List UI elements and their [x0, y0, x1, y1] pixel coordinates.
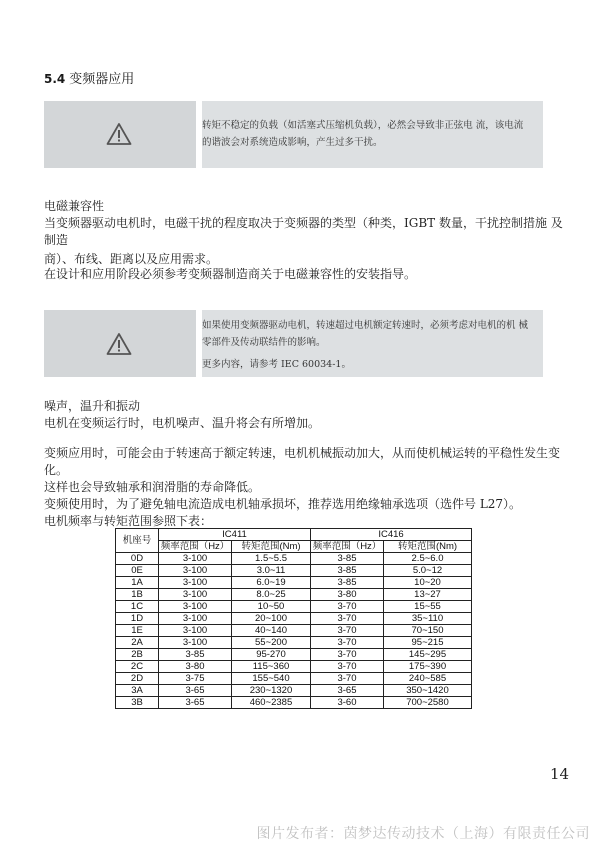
table-row: [116, 577, 472, 589]
ic416-torque-cell: 10~20: [384, 577, 472, 589]
notice-text: [202, 117, 533, 151]
ic416-torque-cell: 700~2580: [384, 697, 472, 709]
table-row: [116, 685, 472, 697]
model-cell: 1B: [116, 589, 159, 601]
emc-paragraph: [44, 215, 564, 268]
section-title: [44, 68, 134, 87]
ic416-torque-cell: 240~585: [384, 673, 472, 685]
ic416-frequency-cell: 3-85: [311, 565, 384, 577]
noise-heading: 噪声，温升和振动: [44, 399, 141, 413]
ic411-torque-cell: 3.0~11: [232, 565, 311, 577]
ic411-torque-cell: 230~1320: [232, 685, 311, 697]
publisher-watermark: 图片发布者：茵梦达传动技术（上海）有限责任公司: [256, 826, 590, 842]
ic416-frequency-cell: 3-60: [311, 697, 384, 709]
ic416-frequency-cell: 3-70: [311, 637, 384, 649]
paragraph-line: 这样也会导致轴承和润滑脂的寿命降低。: [44, 480, 261, 494]
notice-line: 的谐波会对系统造成影响，产生过多干扰。: [202, 137, 383, 148]
ic416-torque-cell: 350~1420: [384, 685, 472, 697]
ic416-frequency-cell: 3-85: [311, 553, 384, 565]
frequency-torque-table: [115, 528, 472, 709]
ic416-torque-cell: 95~215: [384, 637, 472, 649]
model-cell: 0E: [116, 565, 159, 577]
ic411-frequency-cell: 3-100: [159, 637, 232, 649]
ic411-frequency-cell: 3-65: [159, 685, 232, 697]
paragraph-line: 电机频率与转矩范围参照下表：: [44, 514, 213, 528]
ic416-torque-cell: 2.5~6.0: [384, 553, 472, 565]
ic411-torque-cell: 1.5~5.5: [232, 553, 311, 565]
model-cell: 2D: [116, 673, 159, 685]
table-subheader-torque: 转矩范围(Nm): [384, 541, 472, 553]
ic411-torque-cell: 55~200: [232, 637, 311, 649]
model-cell: 1C: [116, 601, 159, 613]
ic416-torque-cell: 70~150: [384, 625, 472, 637]
ic411-torque-cell: 8.0~25: [232, 589, 311, 601]
table-row: [116, 649, 472, 661]
ic416-frequency-cell: 3-70: [311, 601, 384, 613]
model-cell: 2A: [116, 637, 159, 649]
paragraph-line: 变频使用时，为了避免轴电流造成电机轴承损坏，推荐选用绝缘轴承选项（选件号 L27）。: [44, 497, 522, 511]
ic416-torque-cell: 5.0~12: [384, 565, 472, 577]
table-row: [116, 613, 472, 625]
table-row: [116, 589, 472, 601]
table-row: [116, 553, 472, 565]
ic411-torque-cell: 115~360: [232, 661, 311, 673]
ic416-frequency-cell: 3-70: [311, 613, 384, 625]
ic411-frequency-cell: 3-80: [159, 661, 232, 673]
ic411-frequency-cell: 3-75: [159, 673, 232, 685]
page-number: 14: [550, 765, 570, 783]
ic411-torque-cell: 10~50: [232, 601, 311, 613]
ic416-torque-cell: 15~55: [384, 601, 472, 613]
model-cell: 2C: [116, 661, 159, 673]
notice-text: [202, 317, 533, 373]
table-row: [116, 637, 472, 649]
ic411-torque-cell: 20~100: [232, 613, 311, 625]
paragraph-line: 当变频器驱动电机时，电磁干扰的程度取决于变频器的类型（种类，IGBT 数量，干扰控制措施 及制造: [44, 216, 563, 247]
table-row: [116, 661, 472, 673]
table-subheader-torque: 转矩范围(Nm): [232, 541, 311, 553]
model-cell: 0D: [116, 553, 159, 565]
paragraph-line: 变频应用时，可能会由于转速高于额定转速，电机机械振动加大，从而使机械运转的平稳性发生变化。: [44, 446, 561, 477]
model-cell: 1D: [116, 613, 159, 625]
ic411-frequency-cell: 3-100: [159, 625, 232, 637]
ic416-torque-cell: 145~295: [384, 649, 472, 661]
warning-triangle-icon: [106, 122, 132, 146]
notice-icon-panel: [44, 101, 196, 168]
section-title-text: 变频器应用: [69, 72, 135, 87]
ic411-frequency-cell: 3-100: [159, 613, 232, 625]
ic411-frequency-cell: 3-100: [159, 577, 232, 589]
ic411-torque-cell: 460~2385: [232, 697, 311, 709]
ic411-torque-cell: 155~540: [232, 673, 311, 685]
ic416-frequency-cell: 3-70: [311, 673, 384, 685]
table-header-model: 机座号: [116, 529, 159, 553]
table-row: [116, 565, 472, 577]
notice-icon-panel: [44, 310, 196, 377]
table-header-ic411: IC411: [159, 529, 311, 541]
notice-box: [44, 310, 543, 377]
table-row: [116, 673, 472, 685]
model-cell: 3A: [116, 685, 159, 697]
ic411-frequency-cell: 3-100: [159, 553, 232, 565]
table-row: [116, 625, 472, 637]
emc-heading: 电磁兼容性: [44, 199, 105, 213]
ic416-frequency-cell: 3-85: [311, 577, 384, 589]
notice-line: 如果使用变频器驱动电机，转速超过电机额定转速时，必须考虑对电机的机 械: [202, 320, 529, 331]
table-subheader-frequency: 频率范围（Hz）: [311, 541, 384, 553]
ic411-torque-cell: 95-270: [232, 649, 311, 661]
ic416-frequency-cell: 3-70: [311, 649, 384, 661]
ic416-torque-cell: 13~27: [384, 589, 472, 601]
ic411-frequency-cell: 3-85: [159, 649, 232, 661]
ic411-frequency-cell: 3-100: [159, 601, 232, 613]
table-row: [116, 601, 472, 613]
paragraph-line: 商）、布线、距离以及应用需求。: [44, 252, 219, 266]
ic411-torque-cell: 6.0~19: [232, 577, 311, 589]
table-subheader-frequency: 频率范围（Hz）: [159, 541, 232, 553]
ic411-torque-cell: 40~140: [232, 625, 311, 637]
model-cell: 2B: [116, 649, 159, 661]
notice-line: 更多内容，请参考 IEC 60034-1。: [202, 359, 351, 370]
ic416-frequency-cell: 3-70: [311, 661, 384, 673]
ic416-frequency-cell: 3-65: [311, 685, 384, 697]
model-cell: 1A: [116, 577, 159, 589]
ic411-frequency-cell: 3-100: [159, 565, 232, 577]
ic411-frequency-cell: 3-100: [159, 589, 232, 601]
notice-line: 转矩不稳定的负载（如活塞式压缩机负载），必然会导致非正弦电 流，该电流: [202, 120, 524, 131]
ic411-frequency-cell: 3-65: [159, 697, 232, 709]
ic416-torque-cell: 175~390: [384, 661, 472, 673]
ic416-torque-cell: 35~110: [384, 613, 472, 625]
section-number: 5.4: [44, 72, 66, 86]
notice-line: 零部件及传动联结件的影响。: [202, 337, 326, 348]
notice-box: [44, 101, 543, 168]
ic416-frequency-cell: 3-70: [311, 625, 384, 637]
noise-paragraph: 电机在变频运行时，电机噪声、温升将会有所增加。: [44, 416, 321, 430]
emc-guidance: 在设计和应用阶段必须参考变频器制造商关于电磁兼容性的安装指导。: [44, 267, 417, 281]
ic416-frequency-cell: 3-80: [311, 589, 384, 601]
table-body: [116, 553, 472, 709]
model-cell: 3B: [116, 697, 159, 709]
noise-paragraph: [44, 445, 564, 530]
table-header-ic416: IC416: [311, 529, 472, 541]
model-cell: 1E: [116, 625, 159, 637]
warning-triangle-icon: [106, 332, 132, 356]
table-row: [116, 697, 472, 709]
